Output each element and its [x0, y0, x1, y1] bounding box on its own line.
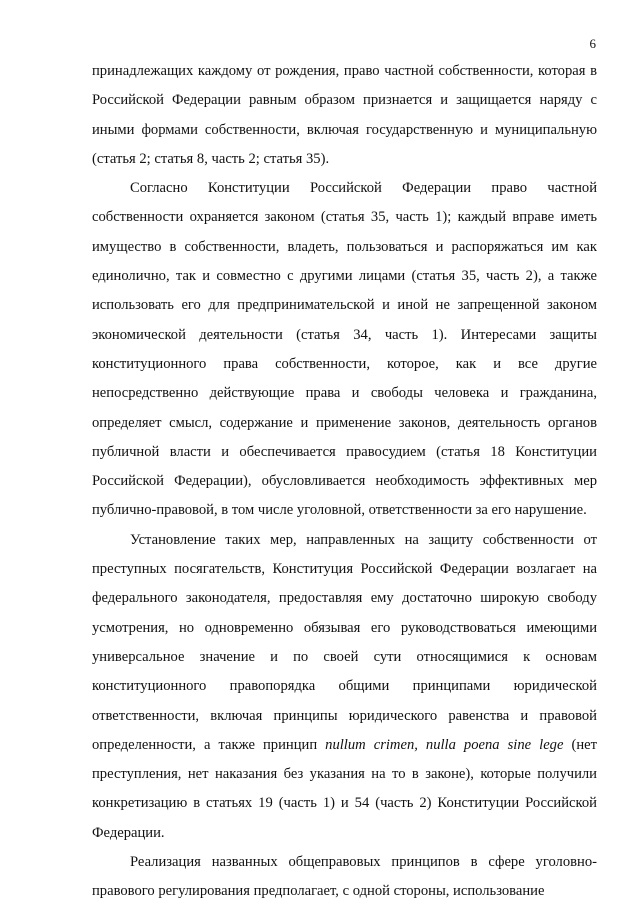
paragraph-text-before-latin: Установление таких мер, направленных на защиту собственности от преступных посягательств, Конституция Российской Федерации возлагает на федерального законодателя, предоставляя ему достаточно широкую свободу усмотрения, но одновременно обязывая его руководствоваться имеющими универсальное значение и по своей сути относящимися к основам конституционного правопорядка общими принципами юридической ответственности, включая принципы юридического равенства и правовой определенности, а также принцип — [92, 531, 597, 753]
document-body — [92, 57, 597, 907]
page-number: 6 — [589, 36, 596, 51]
paragraph-implementation: Реализация названных общеправовых принципов в сфере уголовно-правового регулирования предполагает, с одной стороны, использование — [92, 854, 597, 900]
latin-phrase: nullum crimen, nulla poena sine lege — [325, 736, 564, 753]
paragraph-legislator-principles — [92, 526, 597, 848]
paragraph-continuation: принадлежащих каждому от рождения, право частной собственности, которая в Российской Федерации равным образом признается и защищается наряду с иными формами собственности, включая государственную и муниципальную (статья 2; статья 8, часть 2; статья 35). — [92, 63, 597, 167]
paragraph-property-protection: Согласно Конституции Российской Федерации право частной собственности охраняется законом (статья 35, часть 1); каждый вправе иметь имущество в собственности, владеть, пользоваться и распоряжаться им как единолично, так и совместно с другими лицами (статья 35, часть 2), а также использовать его для предпринимательской и иной не запрещенной законом экономической деятельности (статья 34, часть 1). Интересами защиты конституционного права собственности, которое, как и все другие непосредственно действующие права и свободы человека и гражданина, определяет смысл, содержание и применение законов, деятельность органов публичной власти и обеспечивается правосудием (статья 18 Конституции Российской Федерации), обусловливается необходимость эффективных мер публично-правовой, в том числе уголовной, ответственности за его нарушение. — [92, 180, 597, 519]
paragraph-text-after-latin: (нет преступления, нет наказания без указания на то в законе), которые получили конкретизацию в статьях 19 (часть 1) и 54 (часть 2) Конституции Российской Федерации. — [92, 736, 597, 841]
